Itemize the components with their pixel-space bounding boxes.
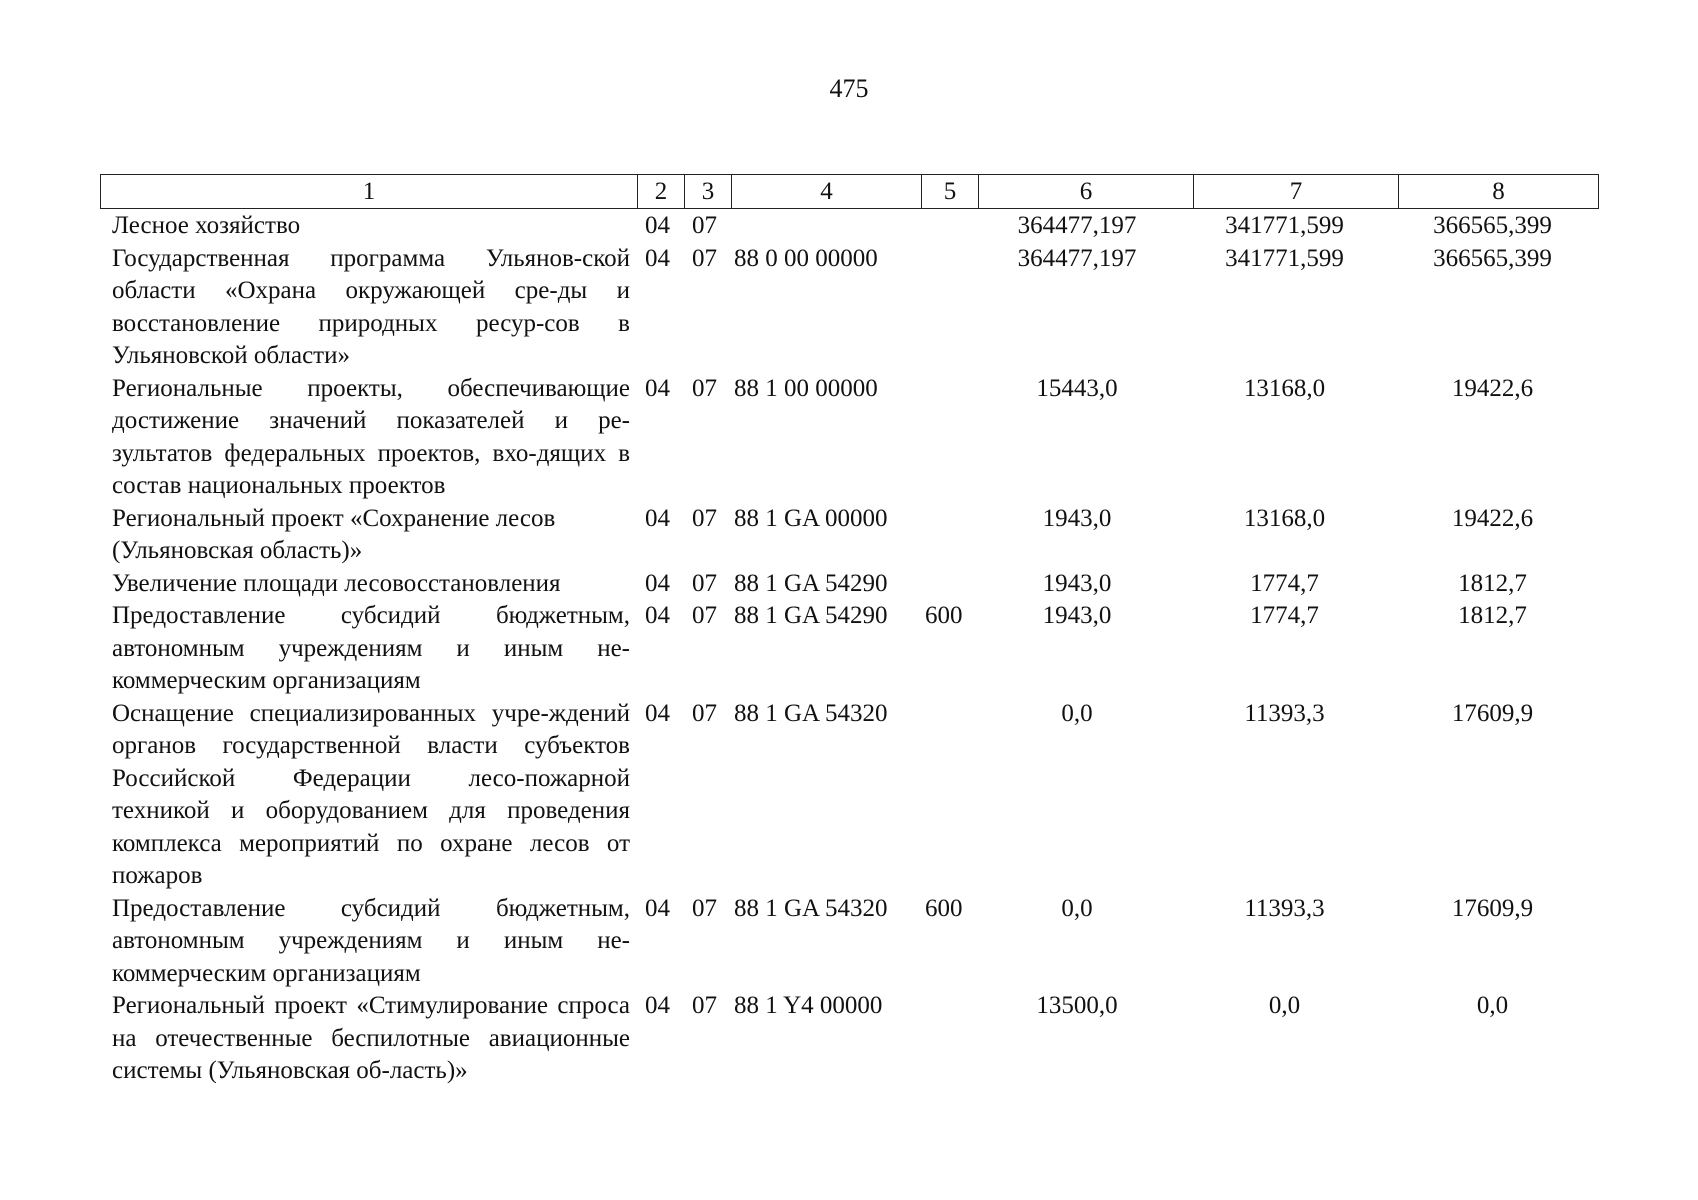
header-col-5: 5 bbox=[922, 175, 979, 209]
header-col-6: 6 bbox=[979, 175, 1194, 209]
subsection-code: 07 bbox=[692, 992, 717, 1019]
header-col-1: 1 bbox=[101, 175, 638, 209]
amount-col-8: 17609,9 bbox=[1451, 894, 1534, 922]
target-article-code: 88 1 00 00000 bbox=[734, 374, 878, 402]
expense-type-code: 600 bbox=[925, 602, 963, 629]
subsection-code: 07 bbox=[692, 374, 717, 402]
section-code: 04 bbox=[645, 374, 670, 402]
row-name: Увеличение площади лесовосстановления bbox=[112, 569, 561, 597]
target-article-code: 88 1 GA 54320 bbox=[734, 699, 888, 727]
section-code: 04 bbox=[645, 244, 670, 272]
target-article-code: 88 0 00 00000 bbox=[734, 244, 878, 272]
amount-col-8: 0,0 bbox=[1476, 992, 1509, 1019]
amount-col-7: 13168,0 bbox=[1243, 374, 1326, 402]
section-code: 04 bbox=[645, 569, 670, 597]
amount-col-8: 1812,7 bbox=[1458, 602, 1527, 629]
table-row bbox=[100, 568, 1598, 601]
amount-col-7: 0,0 bbox=[1268, 992, 1301, 1019]
amount-col-6: 364477,197 bbox=[1017, 212, 1137, 239]
row-name: Предоставление субсидий бюджетным, автономным учреждениям и иным не-коммерческим организациям bbox=[112, 894, 630, 987]
subsection-code: 07 bbox=[692, 504, 717, 532]
target-article-code: 88 1 GA 54320 bbox=[734, 894, 888, 922]
table-row bbox=[100, 503, 1598, 568]
table-row bbox=[100, 373, 1598, 503]
subsection-code: 07 bbox=[692, 569, 717, 597]
section-code: 04 bbox=[645, 504, 670, 532]
row-name: Государственная программа Ульянов-ской области «Охрана окружающей сре-ды и восстановление природных ресур-сов в Ульяновской области» bbox=[112, 244, 630, 369]
section-code: 04 bbox=[645, 212, 670, 239]
row-name: Предоставление субсидий бюджетным, автономным учреждениям и иным не-коммерческим организациям bbox=[112, 602, 630, 694]
page-number: 475 bbox=[829, 74, 869, 103]
subsection-code: 07 bbox=[692, 602, 717, 629]
amount-col-6: 13500,0 bbox=[1036, 992, 1118, 1019]
amount-col-7: 11393,3 bbox=[1244, 699, 1325, 727]
target-article-code: 88 1 GA 00000 bbox=[734, 504, 888, 532]
amount-col-7: 1774,7 bbox=[1250, 569, 1319, 597]
amount-col-6: 15443,0 bbox=[1036, 374, 1118, 402]
header-col-4: 4 bbox=[732, 175, 922, 209]
amount-col-8: 19422,6 bbox=[1451, 504, 1534, 532]
column-number-header bbox=[100, 174, 1599, 209]
amount-col-6: 1943,0 bbox=[1042, 504, 1112, 532]
amount-col-7: 341771,599 bbox=[1225, 244, 1344, 272]
budget-table-body bbox=[100, 210, 1598, 1088]
row-name: Региональный проект «Стимулирование спроса на отечественные беспилотные авиационные системы (Ульяновская об-ласть)» bbox=[112, 992, 630, 1084]
amount-col-6: 1943,0 bbox=[1042, 602, 1112, 629]
header-col-2: 2 bbox=[638, 175, 685, 209]
row-name: Региональный проект «Сохранение лесов (Ульяновская область)» bbox=[112, 504, 556, 564]
target-article-code: 88 1 GA 54290 bbox=[734, 569, 888, 597]
amount-col-6: 0,0 bbox=[1061, 894, 1093, 922]
header-col-8: 8 bbox=[1399, 175, 1599, 209]
amount-col-6: 1943,0 bbox=[1042, 569, 1112, 597]
section-code: 04 bbox=[645, 992, 670, 1019]
header-col-7: 7 bbox=[1194, 175, 1399, 209]
amount-col-6: 364477,197 bbox=[1017, 244, 1137, 272]
subsection-code: 07 bbox=[692, 244, 717, 272]
row-name: Региональные проекты, обеспечивающие достижение значений показателей и ре-зультатов федеральных проектов, вхо-дящих в состав национальных проектов bbox=[112, 374, 630, 499]
table-row bbox=[100, 698, 1598, 893]
subsection-code: 07 bbox=[692, 212, 717, 239]
amount-col-8: 366565,399 bbox=[1433, 212, 1552, 239]
amount-col-8: 366565,399 bbox=[1433, 244, 1552, 272]
table-row bbox=[100, 990, 1598, 1088]
row-name: Оснащение специализированных учре-ждений органов государственной власти субъектов Российской Федерации лесо-пожарной техникой и оборудованием для проведения комплекса мероприятий по охране лесов от пожаров bbox=[112, 699, 630, 889]
amount-col-8: 1812,7 bbox=[1458, 569, 1527, 597]
section-code: 04 bbox=[645, 699, 670, 727]
header-col-3: 3 bbox=[685, 175, 732, 209]
subsection-code: 07 bbox=[692, 699, 717, 727]
table-row bbox=[100, 893, 1598, 991]
amount-col-7: 11393,3 bbox=[1244, 894, 1325, 922]
amount-col-7: 341771,599 bbox=[1225, 212, 1344, 239]
section-code: 04 bbox=[645, 602, 670, 629]
table-row bbox=[100, 210, 1598, 243]
target-article-code: 88 1 Y4 00000 bbox=[734, 992, 883, 1019]
target-article-code: 88 1 GA 54290 bbox=[734, 602, 888, 629]
section-code: 04 bbox=[645, 894, 670, 922]
amount-col-8: 17609,9 bbox=[1451, 699, 1534, 727]
amount-col-6: 0,0 bbox=[1061, 699, 1093, 727]
subsection-code: 07 bbox=[692, 894, 717, 922]
amount-col-8: 19422,6 bbox=[1451, 374, 1534, 402]
expense-type-code: 600 bbox=[925, 894, 963, 922]
amount-col-7: 1774,7 bbox=[1250, 602, 1319, 629]
table-row bbox=[100, 600, 1598, 698]
row-name: Лесное хозяйство bbox=[112, 212, 301, 239]
table-row bbox=[100, 243, 1598, 373]
amount-col-7: 13168,0 bbox=[1243, 504, 1326, 532]
